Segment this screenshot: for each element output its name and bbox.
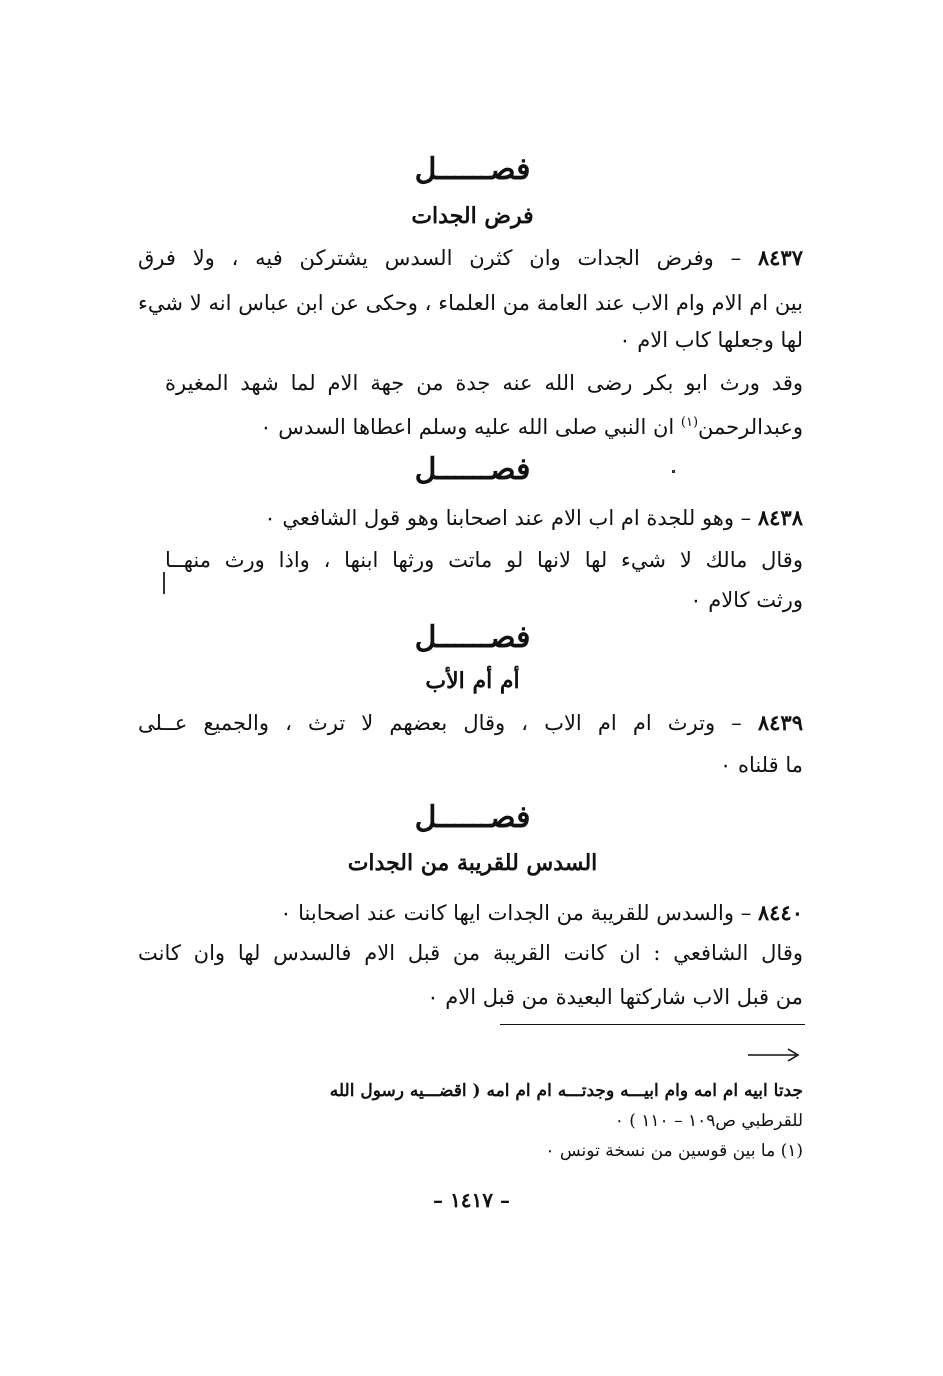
paragraph-text: – وهو للجدة ام اب الام عند اصحابنا وهو قول الشافعي ٠ xyxy=(264,506,752,530)
paragraph-text: – والسدس للقريبة من الجدات ايها كانت عند اصحابنا ٠ xyxy=(280,901,752,925)
scan-artifact-dot xyxy=(672,470,675,473)
paragraph-8437-line-3: لها وجعلها كاب الام ٠ xyxy=(619,328,803,352)
paragraph-text: ان النبي صلى الله عليه وسلم اعطاها السدس ٠ xyxy=(260,415,681,439)
page-number: – ١٤١٧ – xyxy=(433,1188,510,1212)
paragraph-number: ٨٤٤٠ xyxy=(757,900,803,925)
footnote-line-1: جدتا ابيه ام امه وام ابيـــه وجدتـــه ام ام امه ( اقضـــيه رسول الله xyxy=(329,1081,803,1101)
heading-sixth-for-nearest-grandmother: السدس للقريبة من الجدات xyxy=(347,850,598,876)
footnote-marker: (١) xyxy=(680,415,699,430)
paragraph-text: وعبدالرحمن xyxy=(698,415,803,439)
section-heading-fasl-3: فصــــــل xyxy=(414,620,531,655)
paragraph-8439-line-1 xyxy=(138,708,803,738)
paragraph-number: ٨٤٣٨ xyxy=(757,505,803,530)
paragraph-8437-line-1 xyxy=(138,243,803,273)
arrow-right-icon xyxy=(748,1045,800,1065)
paragraph-8437-line-2: بين ام الام وام الاب عند العامة من العلماء ، وحكى عن ابن عباس انه لا شيء xyxy=(138,291,803,315)
scan-artifact-mark xyxy=(163,572,165,594)
footnote-separator xyxy=(500,1024,805,1025)
footnote-line-2: للقرطبي ص١٠٩ – ١١٠ ) ٠ xyxy=(614,1111,803,1131)
paragraph-text: – وترث ام ام الاب ، وقال بعضهم لا ترث ، والجميع عــلى xyxy=(138,711,742,735)
heading-fard-al-jaddat: فرض الجدات xyxy=(411,203,534,229)
section-heading-fasl-1: فصــــــل xyxy=(414,152,531,187)
paragraph-8439-line-2: ما قلناه ٠ xyxy=(719,753,803,777)
paragraph-8440-line-2: وقال الشافعي : ان كانت القريبة من قبل الام فالسدس لها وان كانت xyxy=(138,941,803,965)
paragraph-text: – وفرض الجدات وان كثرن السدس يشتركن فيه ، ولا فرق xyxy=(138,246,742,270)
paragraph-8437-line-4: وقد ورث ابو بكر رضى الله عنه جدة من جهة الام لما شهد المغيرة xyxy=(165,371,803,395)
section-heading-fasl-4: فصــــــل xyxy=(414,800,531,835)
footnote-line-3: (١) ما بين قوسين من نسخة تونس ٠ xyxy=(545,1141,803,1161)
paragraph-8438-line-2: وقال مالك لا شيء لها لانها لو ماتت ورثها ابنها ، واذا ورث منهــا xyxy=(165,548,803,572)
heading-umm-umm-al-ab: أم أم الأب xyxy=(425,668,520,694)
paragraph-number: ٨٤٣٩ xyxy=(757,710,803,735)
paragraph-8438-line-3: ورثت كالام ٠ xyxy=(690,588,803,612)
paragraph-8440-line-1 xyxy=(163,898,803,928)
paragraph-8438-line-1 xyxy=(138,503,803,533)
paragraph-number: ٨٤٣٧ xyxy=(757,245,803,270)
paragraph-8440-line-3: من قبل الاب شاركتها البعيدة من قبل الام ٠ xyxy=(427,985,803,1009)
section-heading-fasl-2: فصــــــل xyxy=(414,452,531,487)
paragraph-8437-line-5 xyxy=(138,408,803,442)
